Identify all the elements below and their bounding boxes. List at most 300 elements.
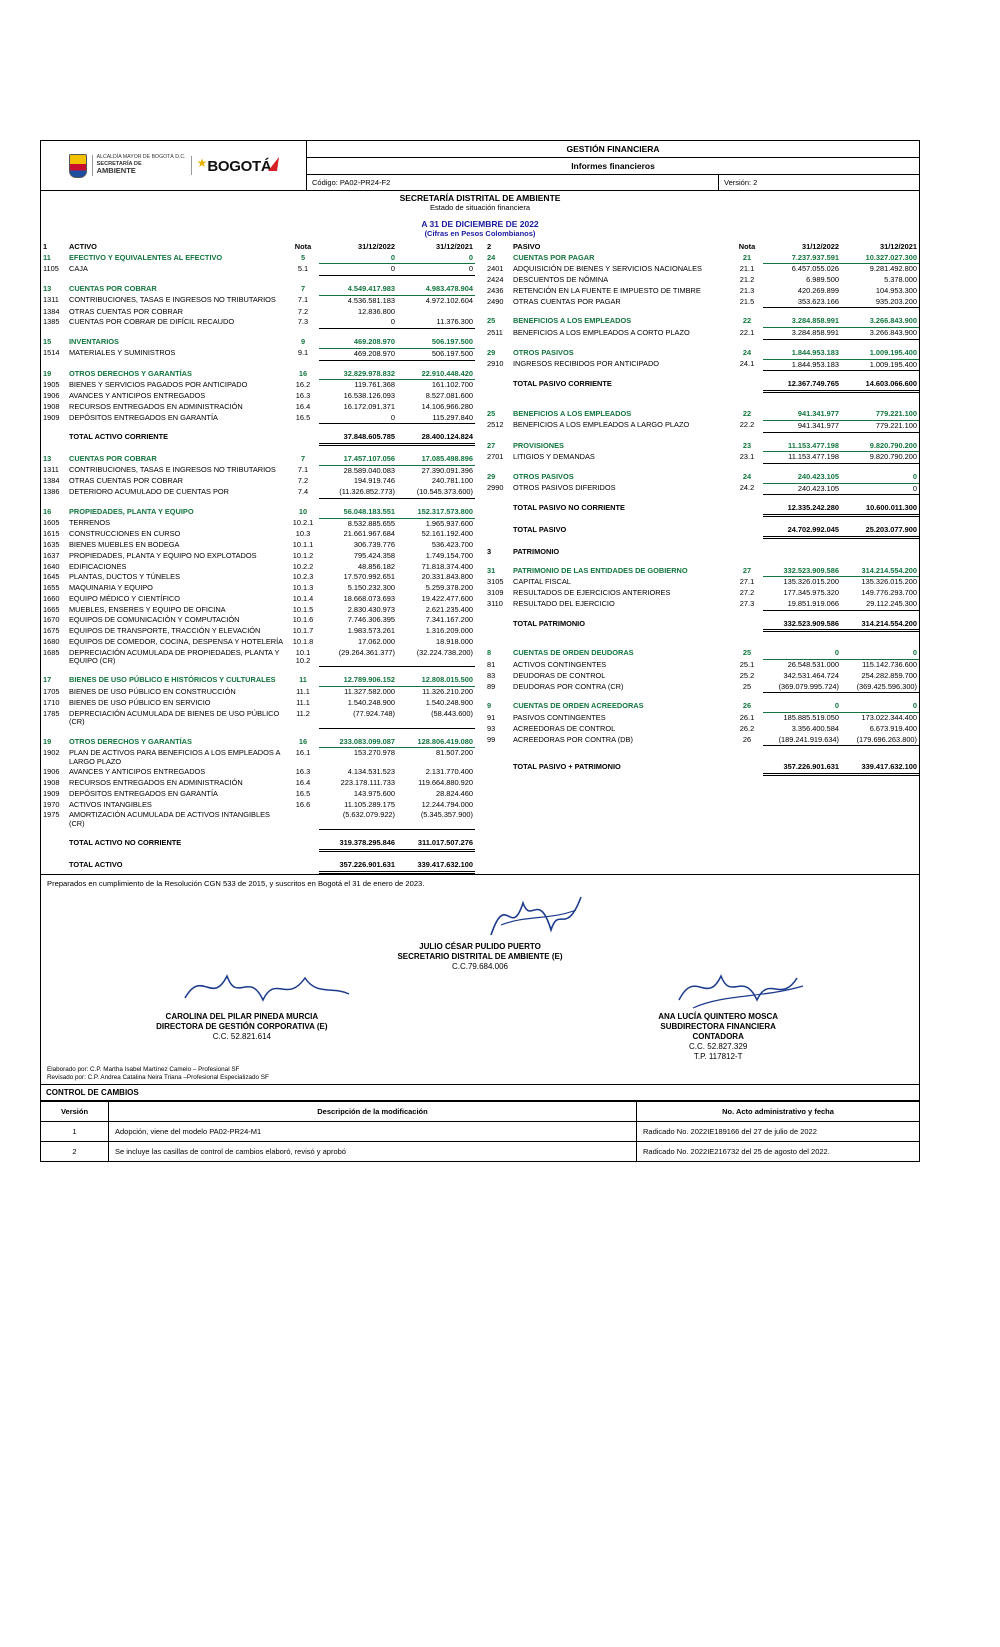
value-2021: 28.824.460 (436, 788, 473, 798)
account-note: 24 (742, 347, 752, 357)
account-note: 7 (300, 284, 306, 294)
value-2022: 357.226.901.631 (763, 762, 841, 774)
statement-row (485, 316, 919, 327)
account-name: TOTAL PASIVO NO CORRIENTE (513, 503, 625, 513)
account-code (485, 762, 511, 774)
account-note: 11.1 (296, 686, 310, 696)
account-note: 25.1 (739, 659, 755, 669)
statement-row (485, 371, 919, 380)
value-2022: 24.702.992.045 (763, 525, 841, 537)
value-2022: 17.570.992.651 (343, 572, 395, 582)
account-name: ACREEDORAS POR CONTRA (DB) (513, 734, 633, 744)
account-name: PROPIEDADES, PLANTA Y EQUIPO (69, 506, 194, 516)
statement-row (41, 728, 475, 737)
account-name: CUENTAS DE ORDEN ACREEDORAS (513, 701, 644, 711)
statement-row (485, 420, 919, 432)
value-2022: 18.668.073.693 (343, 593, 395, 603)
statement-row (485, 619, 919, 631)
account-note: 25.2 (739, 670, 755, 680)
value-2022: 19.851.919.066 (763, 599, 841, 610)
value-2021: 27.390.091.396 (421, 465, 473, 475)
value-2021: 779.221.100 (841, 409, 919, 420)
value-2022: 0 (763, 701, 841, 712)
statement-title-block (41, 191, 919, 242)
value-2021: 161.102.700 (431, 380, 473, 390)
account-name: CUENTAS POR COBRAR (69, 284, 157, 294)
account-name: OTROS PASIVOS (513, 472, 574, 482)
account-note: 26 (742, 701, 752, 711)
account-code: 13 (43, 454, 52, 464)
value-2021: (10.545.373.600) (397, 487, 475, 498)
value-2022: 7.746.306.395 (347, 615, 395, 625)
swoosh-icon (268, 157, 279, 171)
account-code: 1675 (43, 626, 60, 636)
signature-mark-right (673, 964, 833, 1012)
account-code: 2511 (487, 327, 503, 337)
account-code (485, 503, 511, 515)
document-header (40, 140, 920, 191)
directora-cc: C.C. 52.821.614 (212, 1031, 271, 1041)
statement-row (41, 850, 475, 860)
signature-directora (47, 994, 437, 1062)
secretario-role: SECRETARIO DISTRITAL DE AMBIENTE (E) (397, 951, 563, 961)
statement-row (41, 369, 475, 380)
account-code: 1710 (43, 697, 60, 707)
statement-row (41, 748, 475, 767)
account-name: RESULTADOS DE EJERCICIOS ANTERIORES (513, 588, 671, 598)
account-note: 16.5 (295, 788, 311, 798)
contadora-cc: C.C. 52.827.329 (689, 1041, 748, 1051)
value-2022: 32.829.978.832 (319, 369, 397, 380)
account-note: 22.2 (739, 420, 755, 430)
value-2021 (841, 547, 919, 558)
value-2021: 17.085.498.896 (397, 454, 475, 465)
value-2022: 11.105.289.175 (344, 799, 395, 809)
account-name: CUENTAS DE ORDEN DEUDORAS (513, 648, 634, 658)
account-note (731, 379, 763, 391)
value-2021: 314.214.554.200 (841, 566, 919, 577)
statement-row (485, 754, 919, 762)
value-2022: 342.531.464.724 (783, 670, 839, 680)
account-name: MUEBLES, ENSERES Y EQUIPO DE OFICINA (69, 604, 226, 614)
account-name: CONSTRUCCIONES EN CURSO (69, 529, 181, 539)
account-name: ACREEDORAS DE CONTROL (513, 723, 616, 733)
value-2021: 506.197.500 (397, 348, 475, 360)
account-note: 7 (300, 454, 306, 464)
value-2022: 6.989.500 (806, 275, 839, 285)
value-2021: (179.696.263.800) (841, 735, 919, 746)
account-note: 7.4 (297, 487, 309, 497)
account-name: RECURSOS ENTREGADOS EN ADMINISTRACIÓN (69, 401, 243, 411)
account-code: 29 (487, 472, 496, 482)
account-code: 1665 (43, 604, 60, 614)
statement-row (485, 746, 919, 755)
account-code: 25 (487, 316, 496, 326)
value-2021: 779.221.100 (841, 420, 919, 432)
value-2022: 17.457.107.056 (319, 454, 397, 465)
value-2022: 28.589.040.083 (343, 465, 395, 475)
account-name: CONTRIBUCIONES, TASAS E INGRESOS NO TRIBUTARIOS (69, 295, 276, 305)
value-2022: 319.378.295.846 (319, 838, 397, 850)
value-2021: 2.621.235.400 (425, 604, 473, 614)
account-note: 5.1 (297, 263, 309, 273)
value-2021: 0 (841, 483, 919, 495)
header-version: Versión: 2 (719, 175, 920, 191)
value-2022: 5.150.232.300 (347, 583, 395, 593)
account-note: 10.1.8 (292, 636, 314, 646)
account-code: 19 (43, 736, 52, 746)
account-code: 2910 (487, 359, 504, 369)
value-2021: 12.808.015.500 (397, 675, 475, 686)
account-name: PROPIEDADES, PLANTA Y EQUIPO NO EXPLOTADOS (69, 550, 257, 560)
value-2022: 1.983.573.261 (347, 626, 395, 636)
account-note: 23 (742, 440, 752, 450)
value-2022: 48.856.182 (358, 561, 395, 571)
value-2021: 20.331.843.800 (421, 572, 473, 582)
statement-row (485, 762, 919, 774)
account-code: 1785 (43, 708, 60, 718)
account-name: RESULTADO DEL EJERCICIO (513, 598, 615, 608)
value-2022: 233.083.099.087 (319, 737, 397, 748)
statement-row (41, 317, 475, 328)
value-2022: 194.919.746 (353, 476, 395, 486)
statement-row (485, 682, 919, 693)
contadora-role2: CONTADORA (692, 1031, 744, 1041)
statement-row (41, 307, 475, 318)
value-2022: 56.048.183.551 (319, 507, 397, 518)
value-2021: 240.781.100 (431, 476, 473, 486)
account-note: 11 (299, 675, 307, 685)
logo-bogota-text: BOGOTÁ (207, 157, 272, 175)
value-2022: 2.830.430.973 (347, 604, 395, 614)
account-code: 31 (487, 565, 496, 575)
value-2022: 16.172.091.371 (343, 401, 395, 411)
account-note: 21.3 (739, 285, 755, 295)
value-2022: 1.540.248.900 (347, 697, 395, 707)
control-changes-table (40, 1101, 920, 1162)
value-2022: 0 (319, 264, 397, 276)
account-name: BENEFICIOS A LOS EMPLEADOS A CORTO PLAZO (513, 327, 690, 337)
account-code: 1908 (43, 401, 60, 411)
account-name: OTROS DERECHOS Y GARANTÍAS (69, 368, 192, 378)
statement-row (485, 286, 919, 297)
value-2021: (5.345.357.900) (397, 810, 475, 829)
activo-col-2022: 31/12/2022 (358, 242, 395, 251)
value-2021: 29.112.245.300 (841, 599, 919, 610)
value-2022: 6.457.055.026 (791, 264, 839, 274)
account-code: 15 (43, 337, 52, 347)
value-2022: 0 (319, 317, 397, 328)
account-note: 5 (300, 252, 306, 262)
header-document-type: Informes financieros (307, 158, 920, 175)
account-code: 1906 (43, 391, 60, 401)
statement-row (485, 693, 919, 702)
account-name: BENEFICIOS A LOS EMPLEADOS A LARGO PLAZO (513, 420, 690, 430)
value-2022: 332.523.909.586 (763, 566, 841, 577)
account-code: 11 (43, 252, 51, 262)
value-2021: 152.317.573.800 (397, 507, 475, 518)
account-note: 22 (742, 409, 752, 419)
account-note: 7.2 (297, 476, 309, 486)
statement-date: A 31 DE DICIEMBRE DE 2022 (421, 219, 539, 229)
statement-body (40, 191, 920, 875)
value-2022: 153.270.978 (353, 748, 395, 758)
statement-row (41, 540, 475, 551)
account-code (485, 525, 511, 537)
value-2022: 469.208.970 (319, 337, 397, 348)
statement-row (41, 465, 475, 476)
account-code: 2990 (487, 483, 504, 493)
signature-mark-center (481, 885, 591, 945)
account-note: 27.3 (739, 598, 755, 608)
account-note: 16.4 (295, 401, 311, 411)
account-name: DEPRECIACIÓN ACUMULADA DE PROPIEDADES, PLANTA Y EQUIPO (CR) (69, 647, 280, 666)
directora-role: DIRECTORA DE GESTIÓN CORPORATIVA (E) (156, 1021, 328, 1031)
value-2021: 0 (397, 264, 475, 276)
value-2021: 135.326.015.200 (861, 577, 917, 587)
header-code: Código: PA02-PR24-F2 (307, 175, 719, 191)
secretario-name: JULIO CÉSAR PULIDO PUERTO (419, 941, 541, 951)
statement-row (485, 401, 919, 409)
statement-row (41, 572, 475, 583)
value-2022: 4.549.417.983 (319, 284, 397, 295)
account-code: 1637 (43, 550, 60, 560)
account-code: 1514 (43, 348, 60, 358)
account-note: 10.2.3 (292, 572, 314, 582)
statement-row (485, 588, 919, 599)
account-code (41, 860, 67, 872)
account-name: AMORTIZACIÓN ACUMULADA DE ACTIVOS INTANGIBLES (CR) (69, 810, 270, 829)
coat-of-arms-icon (69, 154, 87, 178)
account-name: TOTAL PASIVO CORRIENTE (513, 379, 612, 389)
value-2022: 21.661.967.684 (343, 529, 395, 539)
account-code: 8 (487, 648, 492, 658)
value-2022: 16.538.126.093 (343, 391, 395, 401)
account-code: 1386 (43, 487, 60, 497)
value-2022: 11.327.582.000 (344, 687, 395, 697)
statement-row (485, 483, 919, 495)
activo-col-nota: Nota (294, 242, 312, 251)
account-name: OTRAS CUENTAS POR PAGAR (513, 296, 621, 306)
account-note: 24.1 (739, 359, 755, 369)
statement-row (41, 830, 475, 839)
statement-row (485, 724, 919, 735)
cc-version: 2 (41, 1142, 109, 1162)
statement-row (485, 547, 919, 558)
institutional-logo (41, 141, 307, 191)
account-code: 29 (487, 347, 496, 357)
account-note: 16.6 (295, 799, 311, 809)
statement-row (485, 339, 919, 348)
account-note: 23.1 (739, 451, 755, 461)
value-2022: 306.739.776 (353, 540, 395, 550)
control-changes-title: CONTROL DE CAMBIOS (40, 1085, 920, 1101)
directora-name: CAROLINA DEL PILAR PINEDA MURCIA (165, 1011, 319, 1021)
account-name: INVENTARIOS (69, 337, 119, 347)
statement-row (41, 337, 475, 348)
statement-row (41, 583, 475, 594)
statement-row (41, 778, 475, 789)
account-name: TOTAL PATRIMONIO (513, 618, 585, 628)
statement-row (41, 518, 475, 529)
value-2022: 223.178.111.733 (340, 778, 395, 788)
value-2021: 22.910.448.420 (397, 369, 475, 380)
entity-name: SECRETARÍA DISTRITAL DE AMBIENTE (399, 193, 561, 203)
account-code: 2701 (487, 451, 504, 461)
statement-row (485, 671, 919, 682)
statement-row (41, 402, 475, 413)
account-note: 26.2 (739, 723, 755, 733)
account-code: 16 (43, 506, 52, 516)
account-note (731, 547, 763, 558)
value-2021: 4.983.478.904 (397, 284, 475, 295)
value-2022: 0 (319, 413, 397, 424)
account-code: 1645 (43, 572, 60, 582)
statement-row (41, 360, 475, 369)
value-2021: 149.776.293.700 (861, 588, 917, 598)
account-name: RETENCIÓN EN LA FUENTE E IMPUESTO DE TIMBRE (513, 285, 701, 295)
account-code: 1384 (43, 306, 60, 316)
account-note (287, 432, 319, 444)
account-name: TOTAL ACTIVO CORRIENTE (69, 432, 169, 442)
value-2021: 115.142.736.600 (862, 660, 917, 670)
statement-row (41, 295, 475, 306)
account-note: 21.5 (739, 296, 755, 306)
account-name: EQUIPO MÉDICO Y CIENTÍFICO (69, 593, 181, 603)
account-code: 1685 (43, 647, 60, 657)
account-name: DESCUENTOS DE NÓMINA (513, 275, 609, 285)
account-code (485, 379, 511, 391)
account-name: DEUDORAS DE CONTROL (513, 670, 606, 680)
statement-row (485, 640, 919, 648)
statement-row (485, 577, 919, 588)
account-name: INGRESOS RECIBIDOS POR ANTICIPADO (513, 359, 660, 369)
statement-row (485, 441, 919, 452)
value-2021: 10.600.011.300 (841, 503, 919, 515)
account-name: PATRIMONIO (513, 546, 560, 556)
statement-row (485, 713, 919, 724)
value-2021: 14.106.966.280 (421, 401, 473, 411)
account-code: 1909 (43, 788, 60, 798)
account-code: 1908 (43, 778, 60, 788)
account-note: 24.2 (739, 483, 755, 493)
account-code: 3109 (487, 588, 504, 598)
column-headers-row (41, 242, 919, 253)
account-code: 2424 (487, 275, 504, 285)
statement-row (41, 637, 475, 648)
value-2022: 3.284.858.991 (763, 328, 841, 340)
account-note (731, 503, 763, 515)
statement-row (41, 284, 475, 295)
value-2022: 420.269.899 (797, 285, 839, 295)
account-name: OTROS PASIVOS DIFERIDOS (513, 483, 616, 493)
account-note: 16 (298, 736, 308, 746)
account-note: 27.1 (739, 576, 755, 586)
value-2022 (763, 547, 841, 558)
account-name: TOTAL ACTIVO NO CORRIENTE (69, 838, 182, 848)
statement-row (485, 495, 919, 504)
statement-row (485, 735, 919, 746)
statement-row (485, 432, 919, 441)
account-note: 16.3 (295, 391, 311, 401)
value-2022: (189.241.919.634) (763, 735, 841, 746)
statement-row (41, 800, 475, 811)
account-note: 10.1.6 (292, 615, 314, 625)
value-2022: 353.623.166 (763, 297, 841, 308)
account-name: AVANCES Y ANTICIPOS ENTREGADOS (69, 767, 206, 777)
logo-ambiente-text: AMBIENTE (96, 166, 136, 176)
statement-row (485, 264, 919, 275)
value-2021: 536.423.700 (431, 540, 473, 550)
account-code: 19 (43, 368, 52, 378)
statement-row (41, 445, 475, 455)
value-2022: 12.836.800 (358, 306, 395, 316)
value-2022: 240.423.105 (763, 472, 841, 483)
statement-row (41, 391, 475, 402)
pasivo-table (485, 253, 919, 776)
value-2022: 941.341.977 (763, 409, 841, 420)
account-name: BIENES MUEBLES EN BODEGA (69, 540, 180, 550)
value-2021: 8.527.081.600 (425, 391, 473, 401)
statement-row (485, 308, 919, 317)
account-note (731, 619, 763, 631)
account-name: MAQUINARIA Y EQUIPO (69, 583, 153, 593)
header-process: GESTIÓN FINANCIERA (307, 141, 920, 158)
account-code: 3110 (487, 598, 503, 608)
value-2021: 0 (841, 648, 919, 659)
value-2022: 7.237.937.591 (763, 253, 841, 264)
statement-row (41, 626, 475, 637)
account-note: 16.3 (295, 767, 311, 777)
value-2021: 0 (841, 701, 919, 712)
value-2021: 25.203.077.900 (841, 525, 919, 537)
pasivo-col-nota: Nota (738, 242, 756, 251)
account-name: EFECTIVO Y EQUIVALENTES AL EFECTIVO (69, 252, 223, 262)
value-2021: 9.281.492.800 (869, 264, 917, 274)
value-2021: 115.297.840 (397, 413, 475, 424)
account-name: DEPÓSITOS ENTREGADOS EN GARANTÍA (69, 412, 218, 422)
statement-row (485, 701, 919, 712)
account-note: 24 (742, 472, 752, 482)
account-code: 1970 (43, 799, 60, 809)
statement-row (41, 648, 475, 667)
pasivo-col-2021: 31/12/2021 (880, 242, 917, 251)
value-2021: 339.417.632.100 (397, 860, 475, 872)
value-2022: 12.335.242.280 (763, 503, 841, 515)
account-name: DETERIORO ACUMULADO DE CUENTAS POR (69, 487, 230, 497)
preparation-note: Preparados en cumplimiento de la Resolución CGN 533 de 2015, y suscritos en Bogotá el 31 de enero de 2023. (47, 878, 425, 888)
value-2022: 37.848.605.785 (319, 432, 397, 444)
pasivo-col-2022: 31/12/2022 (802, 242, 839, 251)
value-2022: 185.885.519.050 (783, 713, 839, 723)
statement-row (485, 328, 919, 340)
account-code: 81 (487, 659, 496, 669)
value-2021: 4.972.102.604 (425, 295, 473, 305)
statement-row (41, 380, 475, 391)
elaborated-by: Elaborado por: C.P. Martha Isabel Martínez Camelo – Profesional SF (47, 1065, 240, 1073)
account-name: TERRENOS (69, 518, 111, 528)
value-2021: 173.022.344.400 (861, 713, 917, 723)
statement-row (485, 610, 919, 619)
account-code: 1605 (43, 518, 60, 528)
contadora-tp: T.P. 117812-T (693, 1051, 743, 1061)
statement-row (41, 860, 475, 872)
logo-alcaldia-text: ALCALDÍA MAYOR DE BOGOTÁ D.C. (96, 153, 186, 160)
account-code: 17 (43, 675, 52, 685)
account-note: 21 (742, 252, 752, 262)
account-name: CAJA (69, 263, 88, 273)
account-name: TOTAL PASIVO + PATRIMONIO (513, 762, 621, 772)
